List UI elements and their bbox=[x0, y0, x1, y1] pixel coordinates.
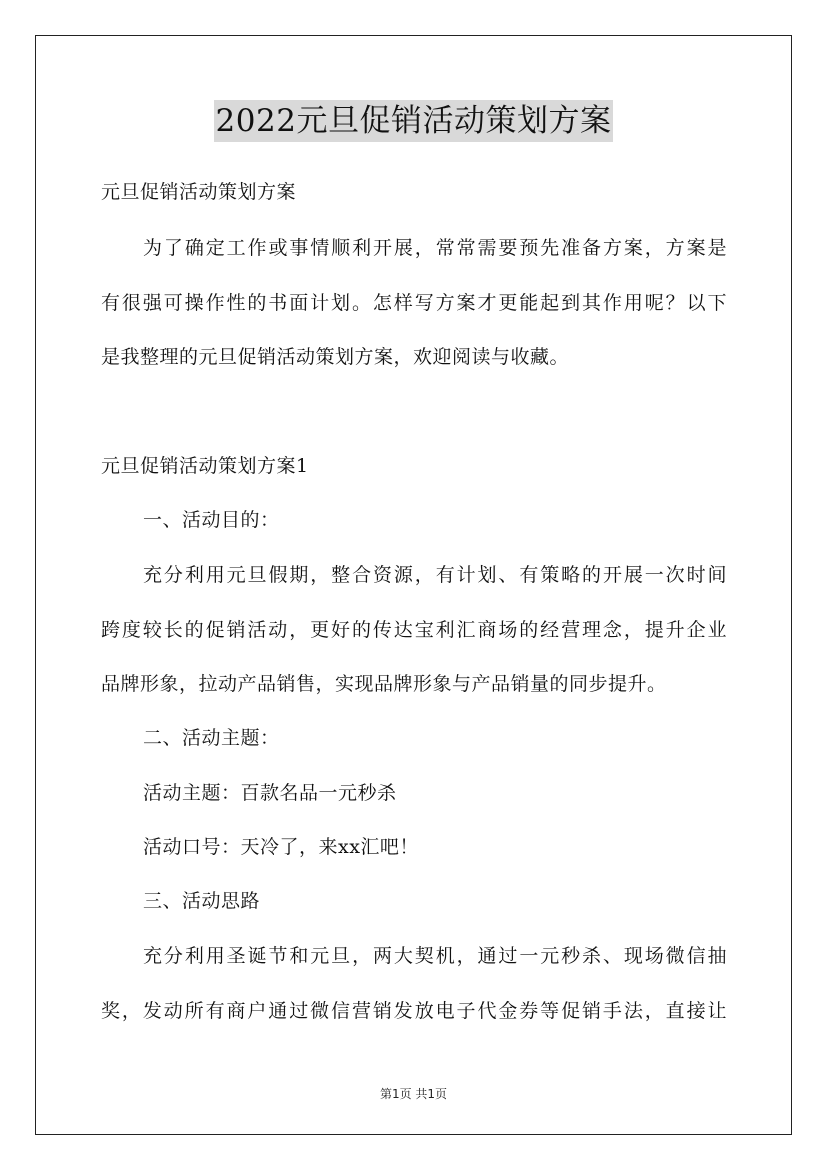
subsection-heading: 一、活动目的： bbox=[143, 509, 280, 531]
page-footer: 第1页 共1页 bbox=[379, 1087, 448, 1101]
paragraph-line: 为了确定工作或事情顺利开展，常常需要预先准备方案，方案是 bbox=[143, 237, 727, 259]
subsection-heading: 三、活动思路 bbox=[143, 890, 261, 912]
paragraph-line: 充分利用圣诞节和元旦，两大契机，通过一元秒杀、现场微信抽 bbox=[143, 945, 727, 967]
paragraph-line: 有很强可操作性的书面计划。怎样写方案才更能起到其作用呢？以下 bbox=[101, 292, 727, 314]
paragraph-line: 活动口号：天冷了，来xx汇吧！ bbox=[143, 836, 419, 858]
section-heading: 元旦促销活动策划方案1 bbox=[101, 455, 309, 477]
section-heading: 元旦促销活动策划方案 bbox=[101, 181, 297, 203]
paragraph-line: 奖，发动所有商户通过微信营销发放电子代金券等促销手法，直接让 bbox=[101, 1000, 727, 1022]
paragraph-line: 活动主题：百款名品一元秒杀 bbox=[143, 782, 397, 804]
title-container bbox=[0, 100, 827, 142]
paragraph-line: 跨度较长的促销活动，更好的传达宝利汇商场的经营理念，提升企业 bbox=[101, 619, 727, 641]
subsection-heading: 二、活动主题： bbox=[143, 727, 280, 749]
document-title: 2022元旦促销活动策划方案 bbox=[214, 100, 614, 142]
paragraph-line: 品牌形象，拉动产品销售，实现品牌形象与产品销量的同步提升。 bbox=[101, 673, 667, 695]
paragraph-line: 充分利用元旦假期，整合资源，有计划、有策略的开展一次时间 bbox=[143, 564, 727, 586]
paragraph-line: 是我整理的元旦促销活动策划方案，欢迎阅读与收藏。 bbox=[101, 346, 570, 368]
